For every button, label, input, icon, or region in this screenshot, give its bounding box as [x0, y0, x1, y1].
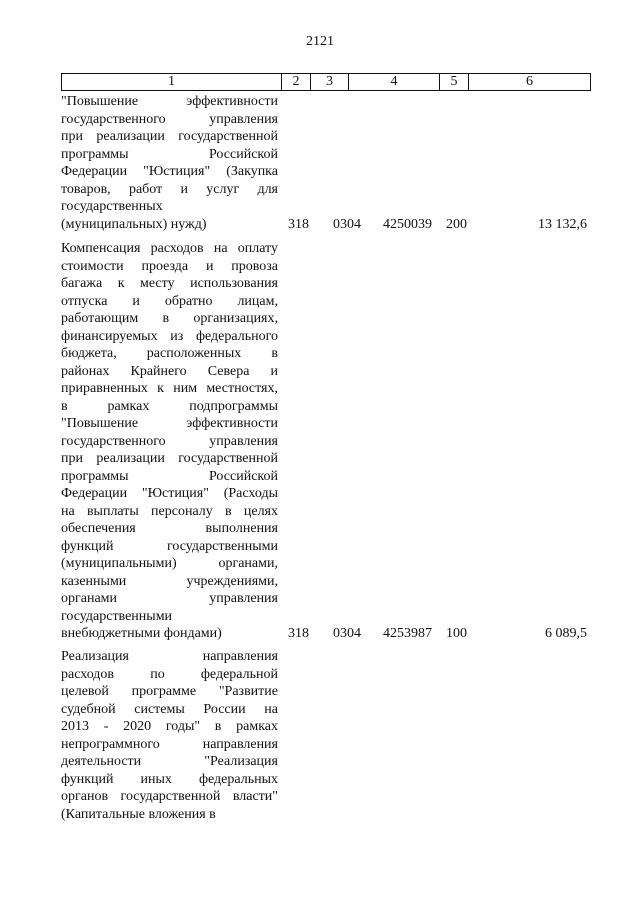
description-line: функций государственными — [61, 538, 278, 554]
expense-type-code: 100 — [446, 626, 467, 641]
table-row — [61, 93, 591, 233]
description-line: "Повышение эффективности — [61, 94, 278, 109]
description-line: Федерации "Юстиция" (Закупка — [61, 164, 278, 179]
description-line: целевой программе "Развитие — [61, 684, 278, 699]
description-line: 2013 - 2020 годы" в рамках — [61, 719, 278, 734]
ministry-code: 318 — [288, 626, 309, 641]
table-row — [61, 240, 591, 643]
header-col-3: 3 — [311, 74, 349, 90]
page-number: 2121 — [306, 34, 334, 49]
description-line: районах Крайнего Севера и — [61, 363, 278, 379]
description-line: (муниципальных) нужд) — [61, 216, 207, 232]
description-line: работающим в организациях, — [61, 311, 278, 326]
header-col-5: 5 — [440, 74, 469, 90]
description-line: казенными учреждениями, — [61, 573, 278, 589]
description-line: органов государственной власти" — [61, 789, 278, 804]
section-code: 0304 — [333, 216, 361, 232]
description-line: внебюджетными фондами) — [61, 626, 222, 641]
description-line: (муниципальными) органами, — [61, 556, 278, 571]
description-line: Реализация направления — [61, 649, 278, 664]
description-line: при реализации государственной — [61, 451, 278, 466]
table-header — [61, 73, 591, 91]
description-line: Федерации "Юстиция" (Расходы — [61, 486, 278, 501]
target-code: 4253987 — [383, 626, 432, 641]
header-col-4: 4 — [349, 74, 440, 90]
description-line: товаров, работ и услуг для — [61, 181, 278, 197]
target-code: 4250039 — [383, 216, 432, 232]
description-line: (Капитальные вложения в — [61, 806, 216, 822]
expense-type-code: 200 — [446, 216, 467, 232]
description-line: программы Российской — [61, 146, 278, 162]
description-line: функций иных федеральных — [61, 771, 278, 787]
description-line: государственными — [61, 608, 173, 624]
header-col-2: 2 — [282, 74, 311, 90]
ministry-code: 318 — [288, 216, 309, 232]
description-line: стоимости проезда и провоза — [61, 258, 278, 274]
description-line: непрограммного направления — [61, 736, 278, 752]
header-col-1: 1 — [62, 74, 282, 90]
description-line: деятельности "Реализация — [61, 754, 278, 769]
row-description — [61, 93, 278, 233]
description-line: расходов по федеральной — [61, 666, 278, 682]
amount: 6 089,5 — [545, 626, 587, 641]
description-line: багажа к месту использования — [61, 276, 278, 291]
description-line: органами управления — [61, 591, 278, 606]
header-col-6: 6 — [526, 74, 533, 89]
row-description — [61, 648, 278, 823]
description-line: бюджета, расположенных в — [61, 346, 278, 361]
description-line: Компенсация расходов на оплату — [61, 241, 278, 256]
section-code: 0304 — [333, 626, 361, 641]
description-line: в рамках подпрограммы — [61, 398, 278, 414]
description-line: обеспечения выполнения — [61, 521, 278, 536]
table-row — [61, 648, 591, 823]
amount: 13 132,6 — [538, 216, 587, 232]
description-line: отпуска и обратно лицам, — [61, 293, 278, 309]
row-description — [61, 240, 278, 643]
description-line: судебной системы России на — [61, 701, 278, 717]
description-line: государственного управления — [61, 433, 278, 449]
description-line: финансируемых из федерального — [61, 328, 278, 344]
description-line: государственных — [61, 199, 163, 214]
description-line: на выплаты персоналу в целях — [61, 503, 278, 519]
description-line: приравненных к ним местностях, — [61, 381, 278, 396]
description-line: государственного управления — [61, 111, 278, 127]
description-line: программы Российской — [61, 468, 278, 484]
description-line: "Повышение эффективности — [61, 416, 278, 431]
description-line: при реализации государственной — [61, 129, 278, 144]
